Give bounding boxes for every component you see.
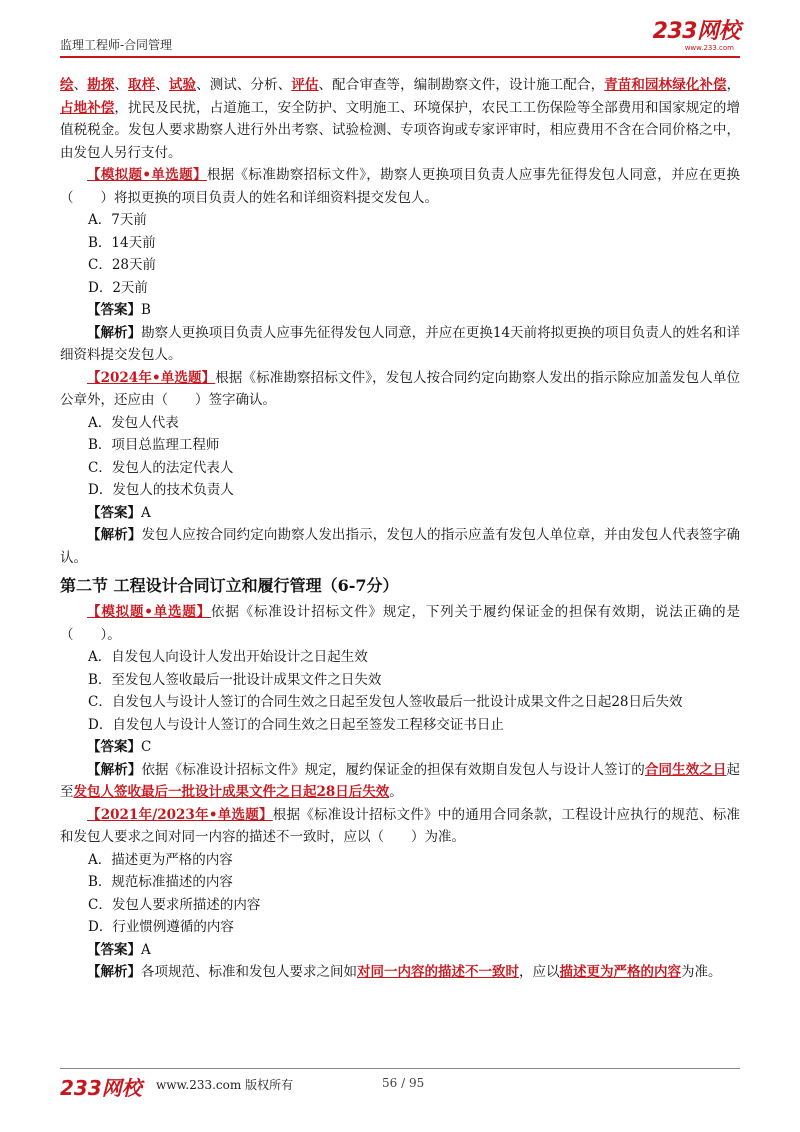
page-header <box>60 20 740 56</box>
answer-label: 【答案】 <box>87 941 141 958</box>
analysis-text: 各项规范、标准和发包人要求之间如 <box>141 964 357 980</box>
option-b: B．至发包人签收最后一批设计成果文件之日失效 <box>88 671 382 688</box>
text: 、 <box>155 77 169 93</box>
answer-value: C <box>141 739 152 755</box>
key-term: 占地补偿 <box>60 99 115 116</box>
key-term: 试验 <box>168 77 197 93</box>
option-a: A．发包人代表 <box>88 414 179 431</box>
answer-4 <box>60 939 740 962</box>
option-d: D．2天前 <box>88 279 148 296</box>
option-c: C．自发包人与设计人签订的合同生效之日起至发包人签收最后一批设计成果文件之日起28日后失效 <box>88 694 683 710</box>
option-d: D．自发包人与设计人签订的合同生效之日起至签发工程移交证书日止 <box>88 716 504 733</box>
question-tag: 【2024年•单选题】 <box>87 369 216 386</box>
intro-paragraph <box>60 74 740 164</box>
analysis-text: 为准。 <box>681 964 722 980</box>
question-text: 根据《标准设计招标文件》中的通用合同条款，工程设计应执行的规范、标准和发包人要求之间对同一内容的描述不一致时，应以（ ）为准。 <box>60 806 740 845</box>
option-c: C．28天前 <box>88 257 157 273</box>
analysis-1 <box>60 322 740 367</box>
header-divider <box>60 56 740 58</box>
key-term: 对同一内容的描述不一致时 <box>357 964 519 980</box>
analysis-2 <box>60 524 740 569</box>
text: ，扰民及民扰，占道施工，安全防护、文明施工、环境保护，农民工工伤保险等全部费用和国家规定的增值税税金。发包人要求勘察人进行外出考察、试验检测、专项咨询或专家评审时，相应费用不含在合同价格之中，由发包人另行支付。 <box>60 99 741 161</box>
logo-text: 233网校 <box>652 19 740 44</box>
question-text: 根据《标准勘察招标文件》，勘察人更换项目负责人应事先征得发包人同意，并应在更换（ ）将拟更换的项目负责人的姓名和详细资料提交发包人。 <box>60 167 740 206</box>
key-term: 勘探 <box>87 77 115 93</box>
brand-logo[interactable] <box>653 20 740 52</box>
question-1-stem <box>60 164 740 209</box>
answer-label: 【答案】 <box>87 739 141 755</box>
question-tag: 【模拟题•单选题】 <box>87 167 207 183</box>
answer-2 <box>60 502 740 525</box>
text: ， <box>726 77 741 93</box>
option-a: A．描述更为严格的内容 <box>88 851 233 868</box>
analysis-text: 发包人应按合同约定向勘察人发出指示，发包人的指示应盖有发包人单位章，并由发包人代表签字确认。 <box>60 527 741 566</box>
analysis-label: 【解析】 <box>87 527 142 543</box>
page-footer <box>60 1068 740 1098</box>
key-term: 青苗和园林绿化补偿 <box>604 77 727 93</box>
question-tag: 【模拟题•单选题】 <box>87 604 212 620</box>
analysis-text: ，应以 <box>519 964 560 980</box>
question-text: 根据《标准勘察招标文件》，发包人按合同约定向勘察人发出的指示除应加盖发包人单位公章外，还应由（ ）签字确认。 <box>60 369 741 408</box>
text: 、测试、分析、 <box>196 77 292 93</box>
question-4-stem <box>60 804 740 849</box>
question-tag: 【2021年/2023年•单选题】 <box>87 806 273 823</box>
logo-url: www.233.com <box>684 44 734 52</box>
answer-label: 【答案】 <box>87 302 141 318</box>
analysis-text: 依据《标准设计招标文件》规定，履约保证金的担保有效期自发包人与设计人签订的 <box>141 761 645 778</box>
option-b: B．项目总监理工程师 <box>88 437 220 453</box>
analysis-4 <box>60 961 740 984</box>
key-term: 合同生效之日 <box>644 761 727 778</box>
option-c: C．发包人的法定代表人 <box>88 459 234 476</box>
answer-3 <box>60 736 740 759</box>
option-c: C．发包人要求所描述的内容 <box>88 896 261 913</box>
key-term: 取样 <box>128 77 156 93</box>
option-b: B．14天前 <box>88 234 156 251</box>
answer-1 <box>60 299 740 322</box>
footer-logo[interactable]: 233网校 <box>60 1076 142 1100</box>
section-heading: 第二节 工程设计合同订立和履行管理（6-7分） <box>60 576 399 595</box>
question-3-stem <box>60 601 740 646</box>
text: 、配合审查等，编制勘察文件，设计施工配合， <box>318 77 605 93</box>
key-term: 描述更为严格的内容 <box>559 964 681 980</box>
analysis-text: 勘察人更换项目负责人应事先征得发包人同意，并应在更换14天前将拟更换的项目负责人的姓名和详细资料提交发包人。 <box>60 324 741 363</box>
document-body <box>60 74 740 984</box>
footer-divider <box>60 1068 740 1069</box>
page-number: 56 / 95 <box>382 1076 425 1090</box>
analysis-text: 起至 <box>60 761 741 800</box>
key-term: 发包人签收最后一批设计成果文件之日起28日后失效 <box>73 784 390 800</box>
option-d: D．发包人的技术负责人 <box>88 482 234 498</box>
footer-copyright: www.233.com 版权所有 <box>156 1078 294 1092</box>
analysis-label: 【解析】 <box>87 324 142 341</box>
key-term: 评估 <box>291 77 319 93</box>
text: 、 <box>73 77 88 93</box>
option-a: A．7天前 <box>88 212 147 228</box>
option-b: B．规范标准描述的内容 <box>88 874 233 890</box>
answer-value: A <box>141 504 151 521</box>
question-2-stem <box>60 367 740 412</box>
analysis-3 <box>60 759 740 804</box>
analysis-label: 【解析】 <box>87 964 141 980</box>
answer-value: B <box>141 302 151 318</box>
option-d: D．行业惯例遵循的内容 <box>88 919 234 935</box>
answer-value: A <box>141 941 151 958</box>
analysis-label: 【解析】 <box>87 761 142 778</box>
question-text: 依据《标准设计招标文件》规定，下列关于履约保证金的担保有效期，说法正确的是（ ）。 <box>60 604 741 643</box>
text: 、 <box>114 77 129 93</box>
answer-label: 【答案】 <box>87 504 141 521</box>
analysis-text: 。 <box>389 784 403 800</box>
key-term: 绘 <box>60 77 74 93</box>
header-title: 监理工程师-合同管理 <box>60 38 173 52</box>
option-a: A．自发包人向设计人发出开始设计之日起生效 <box>88 649 368 665</box>
